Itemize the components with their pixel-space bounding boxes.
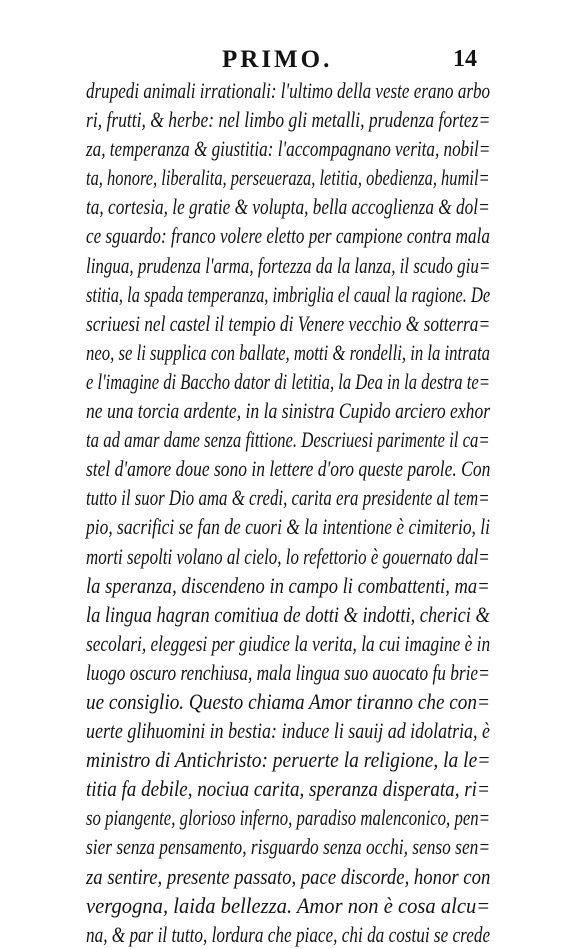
text-line: vergogna, laida bellezza. Amor non è cosa alcu= (86, 892, 491, 918)
text-line: scriuesi nel castel il tempio di Venere vecchio & sotterra= (86, 310, 491, 336)
text-line: ne una torcia ardente, in la sinistra Cupido arciero exhor (86, 398, 491, 424)
text-line: pio, sacrifici se fan de cuori & la intentione è cimiterio, li (86, 514, 490, 540)
text-line: ue consiglio. Questo chiama Amor tiranno che con= (86, 688, 490, 714)
text-line: tutto il suor Dio ama & credi, carita era presidente al tem= (86, 485, 490, 511)
text-line: titia fa debile, nociua carita, speranza disperata, ri= (86, 776, 490, 802)
text-line: na, & par il tutto, lordura che piace, chi da costui se crede (86, 921, 491, 947)
text-line: luogo oscuro renchiusa, mala lingua suo auocato fu brie= (86, 659, 490, 685)
text-line: sier senza pensamento, risguardo senza occhi, senso sen= (86, 834, 491, 860)
text-line: e l'imagine di Baccho dator di letitia, la Dea in la destra te= (86, 368, 490, 394)
text-line: la lingua hagran comitiua de dotti & indotti, cherici & (86, 601, 490, 627)
text-line: ri, frutti, & herbe: nel limbo gli metalli, prudenza fortez= (86, 107, 491, 133)
text-line: lingua, prudenza l'arma, fortezza da la lanza, il scudo giu= (86, 252, 491, 278)
text-line: ta, honore, liberalita, perseueraza, letitia, obedienza, humil= (86, 165, 490, 191)
text-line: ta, cortesia, le gratie & volupta, bella accoglienza & dol= (86, 194, 490, 220)
text-line: za sentire, presente passato, pace discorde, honor con (86, 863, 491, 889)
body-text (86, 76, 490, 949)
text-line: drupedi animali irrationali: l'ultimo della veste erano arbo (86, 78, 491, 103)
running-title: PRIMO. (222, 46, 333, 73)
text-line: stitia, la spada temperanza, imbriglia el caual la ragione. De (86, 281, 491, 307)
text-line: stel d'amore doue sono in lettere d'oro queste parole. Con (86, 456, 491, 482)
text-line: ta ad amar dame senza fittione. Descriuesi parimente il ca= (86, 427, 490, 453)
running-head (0, 40, 581, 74)
text-line: za, temperanza & giustitia: l'accompagnano verita, nobil= (86, 136, 491, 162)
text-line: neo, se li supplica con ballate, motti & rondelli, in la intrata (86, 339, 491, 365)
text-line: morti sepolti volano al cielo, lo refettorio è gouernato dal= (86, 543, 490, 569)
text-line: uerte glihuomini in bestia: induce li sauij ad idolatria, è (86, 718, 490, 744)
text-line: ministro di Antichristo: peruerte la religione, la le= (86, 747, 491, 773)
text-line: la speranza, discendeno in campo li combattenti, ma= (86, 572, 490, 598)
page-number: 14 (453, 46, 477, 72)
text-line: ce sguardo: franco volere eletto per campione contra mala (86, 223, 490, 249)
text-line: secolari, eleggesi per giudice la verita, la cui imagine è in (86, 630, 491, 656)
text-line: so piangente, glorioso inferno, paradiso malenconico, pen= (86, 805, 490, 831)
